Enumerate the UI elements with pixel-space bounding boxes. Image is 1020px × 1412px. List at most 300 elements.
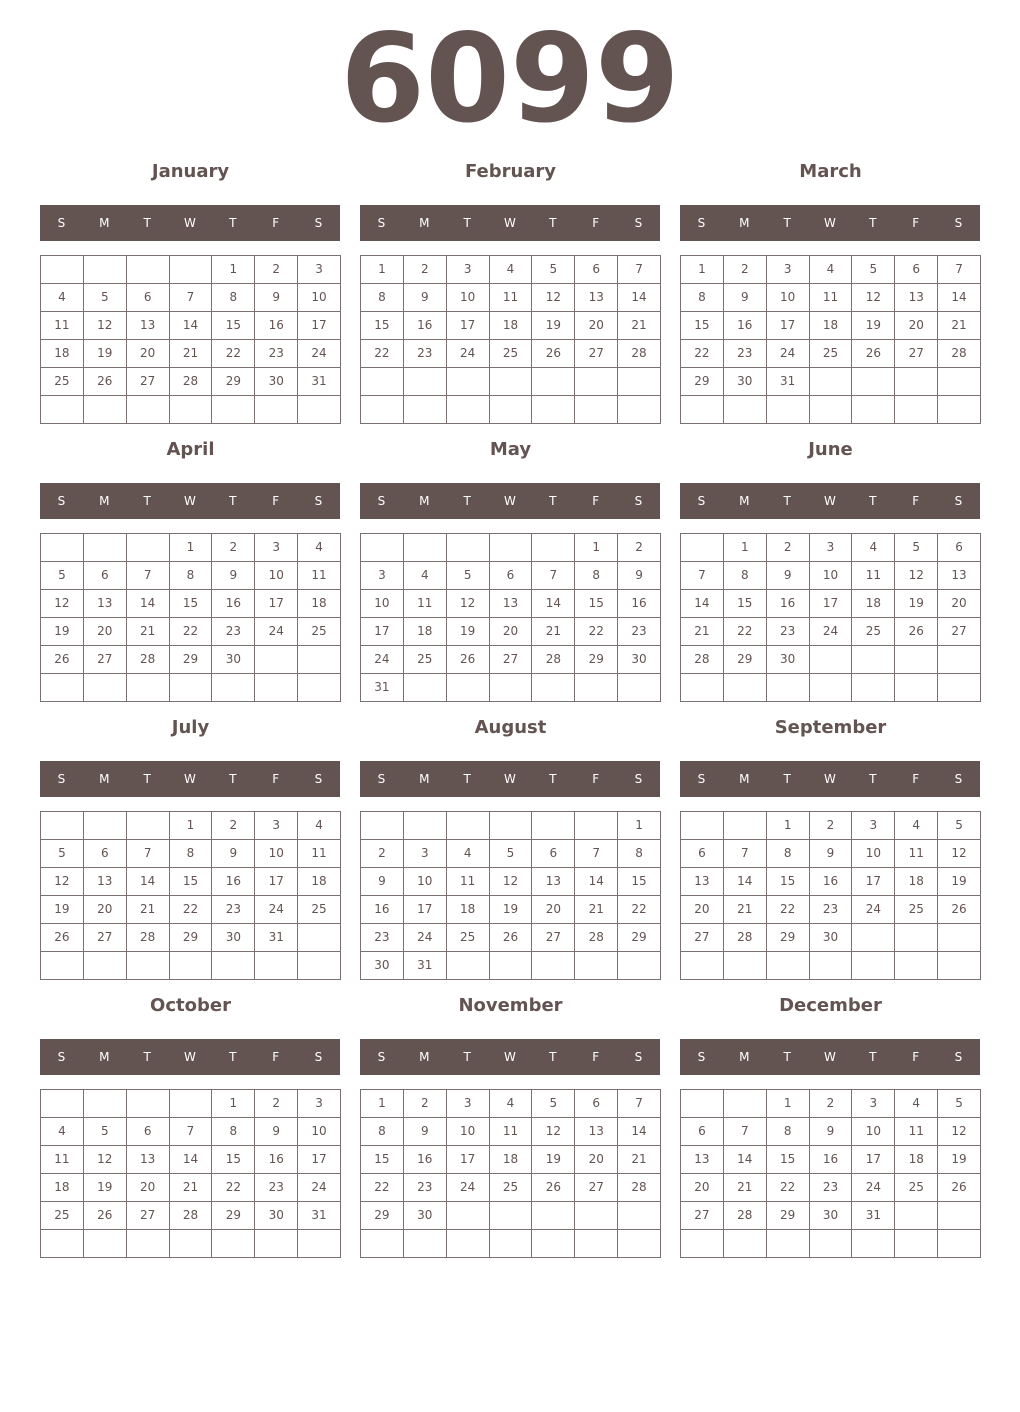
weekday-label: T [783, 216, 791, 230]
day-cell: 5 [41, 840, 84, 868]
day-cell: 19 [895, 590, 938, 618]
weekday-label: S [377, 772, 386, 786]
weekday-label: S [314, 772, 323, 786]
day-cell: 18 [404, 618, 447, 646]
day-cell: 21 [127, 896, 170, 924]
day-cell: 27 [895, 340, 938, 368]
empty-cell [404, 368, 447, 396]
day-cell: 22 [361, 340, 404, 368]
day-cell: 10 [255, 562, 298, 590]
weekday-label: T [463, 494, 471, 508]
day-cell: 21 [618, 1146, 661, 1174]
empty-cell [170, 952, 213, 980]
empty-cell [298, 952, 341, 980]
day-cell: 25 [41, 1202, 84, 1230]
weekday-label: M [99, 772, 110, 786]
day-cell: 16 [212, 590, 255, 618]
empty-cell [404, 396, 447, 424]
day-cell: 29 [212, 368, 255, 396]
day-cell: 20 [127, 340, 170, 368]
day-cell: 16 [810, 1146, 853, 1174]
empty-cell [170, 674, 213, 702]
day-cell: 5 [41, 562, 84, 590]
day-cell: 14 [938, 284, 981, 312]
day-cell: 1 [212, 1090, 255, 1118]
empty-cell [298, 674, 341, 702]
day-cell: 27 [84, 924, 127, 952]
empty-cell [938, 924, 981, 952]
weekday-header [40, 761, 340, 797]
empty-cell [490, 396, 533, 424]
empty-cell [127, 674, 170, 702]
day-cell: 13 [84, 868, 127, 896]
day-cell: 14 [724, 868, 767, 896]
day-cell: 6 [490, 562, 533, 590]
day-cell: 28 [532, 646, 575, 674]
day-cell: 7 [127, 840, 170, 868]
empty-cell [810, 368, 853, 396]
day-cell: 3 [447, 256, 490, 284]
day-cell: 18 [447, 896, 490, 924]
day-cell: 3 [810, 534, 853, 562]
day-cell: 17 [447, 312, 490, 340]
weekday-label: W [824, 1050, 836, 1064]
day-cell: 1 [212, 256, 255, 284]
day-cell: 13 [490, 590, 533, 618]
weekday-label: T [549, 216, 557, 230]
day-grid [40, 255, 341, 424]
day-cell: 21 [724, 1174, 767, 1202]
day-cell: 13 [895, 284, 938, 312]
day-cell: 13 [575, 284, 618, 312]
day-cell: 6 [84, 840, 127, 868]
day-cell: 3 [767, 256, 810, 284]
day-cell: 20 [532, 896, 575, 924]
empty-cell [532, 396, 575, 424]
empty-cell [490, 952, 533, 980]
empty-cell [895, 396, 938, 424]
day-cell: 12 [938, 1118, 981, 1146]
weekday-label: F [592, 772, 600, 786]
empty-cell [170, 256, 213, 284]
empty-cell [532, 1202, 575, 1230]
day-cell: 14 [170, 312, 213, 340]
day-cell: 14 [127, 590, 170, 618]
empty-cell [938, 952, 981, 980]
month-name: August [474, 717, 547, 738]
day-cell: 11 [298, 562, 341, 590]
day-cell: 29 [767, 924, 810, 952]
empty-cell [724, 396, 767, 424]
day-cell: 14 [724, 1146, 767, 1174]
day-cell: 9 [724, 284, 767, 312]
day-cell: 20 [575, 1146, 618, 1174]
month-name: May [489, 439, 532, 460]
empty-cell [298, 924, 341, 952]
weekday-label: M [99, 216, 110, 230]
day-cell: 13 [575, 1118, 618, 1146]
day-cell: 3 [404, 840, 447, 868]
day-cell: 20 [681, 896, 724, 924]
empty-cell [84, 812, 127, 840]
day-cell: 27 [575, 340, 618, 368]
day-cell: 15 [212, 1146, 255, 1174]
weekday-label: F [912, 216, 920, 230]
day-cell: 10 [852, 840, 895, 868]
day-grid [40, 1089, 341, 1258]
day-cell: 24 [361, 646, 404, 674]
weekday-label: F [272, 494, 280, 508]
empty-cell [681, 674, 724, 702]
empty-cell [895, 674, 938, 702]
weekday-label: W [184, 216, 196, 230]
empty-cell [361, 534, 404, 562]
day-cell: 25 [895, 896, 938, 924]
day-grid [40, 533, 341, 702]
empty-cell [852, 924, 895, 952]
weekday-label: T [229, 494, 237, 508]
weekday-label: S [634, 494, 643, 508]
day-cell: 24 [852, 896, 895, 924]
day-cell: 23 [404, 340, 447, 368]
weekday-label: T [463, 216, 471, 230]
day-cell: 31 [767, 368, 810, 396]
empty-cell [724, 812, 767, 840]
empty-cell [84, 1230, 127, 1258]
weekday-label: M [739, 772, 750, 786]
day-grid [360, 255, 661, 424]
empty-cell [490, 368, 533, 396]
weekday-label: S [314, 216, 323, 230]
empty-cell [255, 674, 298, 702]
weekday-label: S [57, 494, 66, 508]
day-cell: 27 [532, 924, 575, 952]
day-cell: 6 [681, 840, 724, 868]
day-cell: 12 [84, 1146, 127, 1174]
month-name: October [150, 995, 231, 1016]
day-cell: 12 [532, 1118, 575, 1146]
day-cell: 28 [127, 646, 170, 674]
day-cell: 7 [618, 256, 661, 284]
day-cell: 6 [938, 534, 981, 562]
day-cell: 31 [852, 1202, 895, 1230]
weekday-label: S [377, 216, 386, 230]
weekday-header [680, 1039, 980, 1075]
day-cell: 15 [170, 868, 213, 896]
weekday-label: T [549, 494, 557, 508]
day-cell: 7 [532, 562, 575, 590]
weekday-header [360, 761, 660, 797]
weekday-label: M [419, 1050, 430, 1064]
day-cell: 9 [767, 562, 810, 590]
day-grid [680, 533, 981, 702]
day-cell: 21 [170, 340, 213, 368]
day-cell: 7 [938, 256, 981, 284]
day-cell: 24 [255, 618, 298, 646]
empty-cell [41, 1090, 84, 1118]
day-cell: 4 [447, 840, 490, 868]
weekday-label: W [824, 216, 836, 230]
empty-cell [41, 1230, 84, 1258]
day-cell: 1 [724, 534, 767, 562]
day-cell: 6 [681, 1118, 724, 1146]
empty-cell [41, 396, 84, 424]
day-cell: 7 [681, 562, 724, 590]
day-cell: 15 [767, 868, 810, 896]
day-cell: 23 [212, 618, 255, 646]
day-cell: 2 [810, 1090, 853, 1118]
day-cell: 20 [681, 1174, 724, 1202]
day-cell: 19 [41, 618, 84, 646]
weekday-label: T [463, 772, 471, 786]
day-cell: 8 [361, 284, 404, 312]
day-cell: 15 [361, 312, 404, 340]
day-cell: 22 [767, 1174, 810, 1202]
day-cell: 5 [84, 284, 127, 312]
day-cell: 18 [490, 1146, 533, 1174]
day-cell: 13 [532, 868, 575, 896]
day-cell: 26 [532, 340, 575, 368]
day-cell: 24 [298, 1174, 341, 1202]
day-cell: 17 [852, 868, 895, 896]
weekday-label: S [954, 1050, 963, 1064]
day-cell: 5 [938, 1090, 981, 1118]
empty-cell [575, 674, 618, 702]
day-grid [360, 811, 661, 980]
weekday-label: S [697, 772, 706, 786]
empty-cell [447, 812, 490, 840]
day-cell: 7 [724, 1118, 767, 1146]
month-name: January [151, 161, 230, 182]
empty-cell [170, 1090, 213, 1118]
empty-cell [895, 646, 938, 674]
day-cell: 11 [895, 840, 938, 868]
empty-cell [298, 396, 341, 424]
day-cell: 4 [490, 1090, 533, 1118]
weekday-label: S [954, 494, 963, 508]
day-cell: 25 [404, 646, 447, 674]
day-cell: 23 [724, 340, 767, 368]
empty-cell [447, 674, 490, 702]
day-cell: 30 [767, 646, 810, 674]
empty-cell [532, 534, 575, 562]
day-cell: 17 [361, 618, 404, 646]
weekday-label: T [869, 1050, 877, 1064]
day-grid [680, 255, 981, 424]
empty-cell [404, 812, 447, 840]
day-cell: 30 [810, 924, 853, 952]
day-cell: 3 [255, 534, 298, 562]
weekday-label: T [869, 216, 877, 230]
day-cell: 26 [895, 618, 938, 646]
empty-cell [681, 396, 724, 424]
day-cell: 27 [84, 646, 127, 674]
weekday-label: T [783, 772, 791, 786]
day-cell: 11 [490, 284, 533, 312]
day-cell: 20 [127, 1174, 170, 1202]
day-cell: 1 [767, 812, 810, 840]
day-cell: 29 [767, 1202, 810, 1230]
day-cell: 12 [490, 868, 533, 896]
empty-cell [938, 674, 981, 702]
day-cell: 26 [938, 896, 981, 924]
day-cell: 21 [724, 896, 767, 924]
weekday-header [360, 483, 660, 519]
weekday-label: T [549, 772, 557, 786]
day-cell: 17 [810, 590, 853, 618]
weekday-label: F [592, 1050, 600, 1064]
weekday-label: T [869, 494, 877, 508]
day-cell: 20 [84, 896, 127, 924]
weekday-label: F [592, 216, 600, 230]
day-cell: 21 [681, 618, 724, 646]
day-cell: 10 [404, 868, 447, 896]
empty-cell [361, 1230, 404, 1258]
day-cell: 2 [810, 812, 853, 840]
empty-cell [895, 1202, 938, 1230]
empty-cell [361, 812, 404, 840]
day-cell: 26 [41, 924, 84, 952]
day-cell: 7 [170, 284, 213, 312]
empty-cell [681, 1090, 724, 1118]
empty-cell [681, 812, 724, 840]
day-cell: 8 [724, 562, 767, 590]
day-cell: 11 [447, 868, 490, 896]
empty-cell [810, 396, 853, 424]
weekday-header [680, 483, 980, 519]
day-cell: 25 [490, 1174, 533, 1202]
empty-cell [170, 396, 213, 424]
day-cell: 25 [852, 618, 895, 646]
empty-cell [84, 534, 127, 562]
weekday-label: W [504, 772, 516, 786]
day-cell: 2 [618, 534, 661, 562]
day-cell: 1 [361, 1090, 404, 1118]
day-cell: 19 [938, 868, 981, 896]
day-cell: 17 [404, 896, 447, 924]
day-cell: 15 [618, 868, 661, 896]
day-cell: 28 [618, 340, 661, 368]
day-cell: 5 [938, 812, 981, 840]
empty-cell [618, 396, 661, 424]
day-cell: 27 [681, 924, 724, 952]
day-cell: 18 [490, 312, 533, 340]
day-cell: 18 [810, 312, 853, 340]
day-cell: 30 [404, 1202, 447, 1230]
weekday-label: S [634, 772, 643, 786]
day-grid [680, 1089, 981, 1258]
day-cell: 27 [127, 368, 170, 396]
day-cell: 14 [681, 590, 724, 618]
day-cell: 22 [170, 896, 213, 924]
day-cell: 5 [532, 1090, 575, 1118]
day-cell: 12 [938, 840, 981, 868]
day-cell: 2 [767, 534, 810, 562]
day-cell: 30 [212, 924, 255, 952]
day-cell: 8 [170, 840, 213, 868]
empty-cell [41, 534, 84, 562]
day-cell: 14 [618, 284, 661, 312]
day-cell: 17 [255, 590, 298, 618]
weekday-label: W [184, 1050, 196, 1064]
day-cell: 24 [404, 924, 447, 952]
weekday-label: M [419, 216, 430, 230]
day-cell: 2 [212, 812, 255, 840]
day-cell: 10 [298, 1118, 341, 1146]
day-cell: 11 [41, 312, 84, 340]
day-cell: 11 [895, 1118, 938, 1146]
day-cell: 16 [618, 590, 661, 618]
day-cell: 31 [298, 368, 341, 396]
empty-cell [255, 952, 298, 980]
empty-cell [575, 368, 618, 396]
month-name: December [779, 995, 882, 1016]
weekday-label: S [697, 216, 706, 230]
empty-cell [895, 1230, 938, 1258]
day-cell: 29 [212, 1202, 255, 1230]
day-cell: 8 [618, 840, 661, 868]
day-cell: 30 [255, 1202, 298, 1230]
day-cell: 4 [298, 534, 341, 562]
day-cell: 29 [170, 646, 213, 674]
empty-cell [767, 952, 810, 980]
day-cell: 24 [255, 896, 298, 924]
day-cell: 3 [255, 812, 298, 840]
day-cell: 10 [810, 562, 853, 590]
weekday-label: T [229, 216, 237, 230]
month-name: February [464, 161, 557, 182]
day-cell: 5 [532, 256, 575, 284]
day-cell: 23 [255, 340, 298, 368]
day-cell: 30 [618, 646, 661, 674]
day-cell: 2 [255, 1090, 298, 1118]
empty-cell [447, 396, 490, 424]
day-cell: 26 [41, 646, 84, 674]
empty-cell [127, 396, 170, 424]
day-cell: 15 [361, 1146, 404, 1174]
day-cell: 8 [170, 562, 213, 590]
day-cell: 8 [681, 284, 724, 312]
empty-cell [681, 534, 724, 562]
day-cell: 28 [170, 368, 213, 396]
day-cell: 22 [575, 618, 618, 646]
day-cell: 29 [724, 646, 767, 674]
day-cell: 20 [895, 312, 938, 340]
weekday-header [360, 1039, 660, 1075]
day-cell: 25 [447, 924, 490, 952]
day-cell: 20 [490, 618, 533, 646]
weekday-label: M [99, 494, 110, 508]
day-cell: 15 [212, 312, 255, 340]
day-cell: 5 [852, 256, 895, 284]
day-cell: 28 [724, 1202, 767, 1230]
day-cell: 23 [618, 618, 661, 646]
empty-cell [41, 674, 84, 702]
empty-cell [618, 368, 661, 396]
day-cell: 15 [681, 312, 724, 340]
day-cell: 11 [852, 562, 895, 590]
empty-cell [852, 368, 895, 396]
day-cell: 3 [447, 1090, 490, 1118]
day-cell: 10 [298, 284, 341, 312]
day-cell: 16 [361, 896, 404, 924]
weekday-label: T [143, 1050, 151, 1064]
day-grid [680, 811, 981, 980]
day-cell: 18 [852, 590, 895, 618]
empty-cell [490, 1202, 533, 1230]
empty-cell [810, 1230, 853, 1258]
empty-cell [575, 952, 618, 980]
